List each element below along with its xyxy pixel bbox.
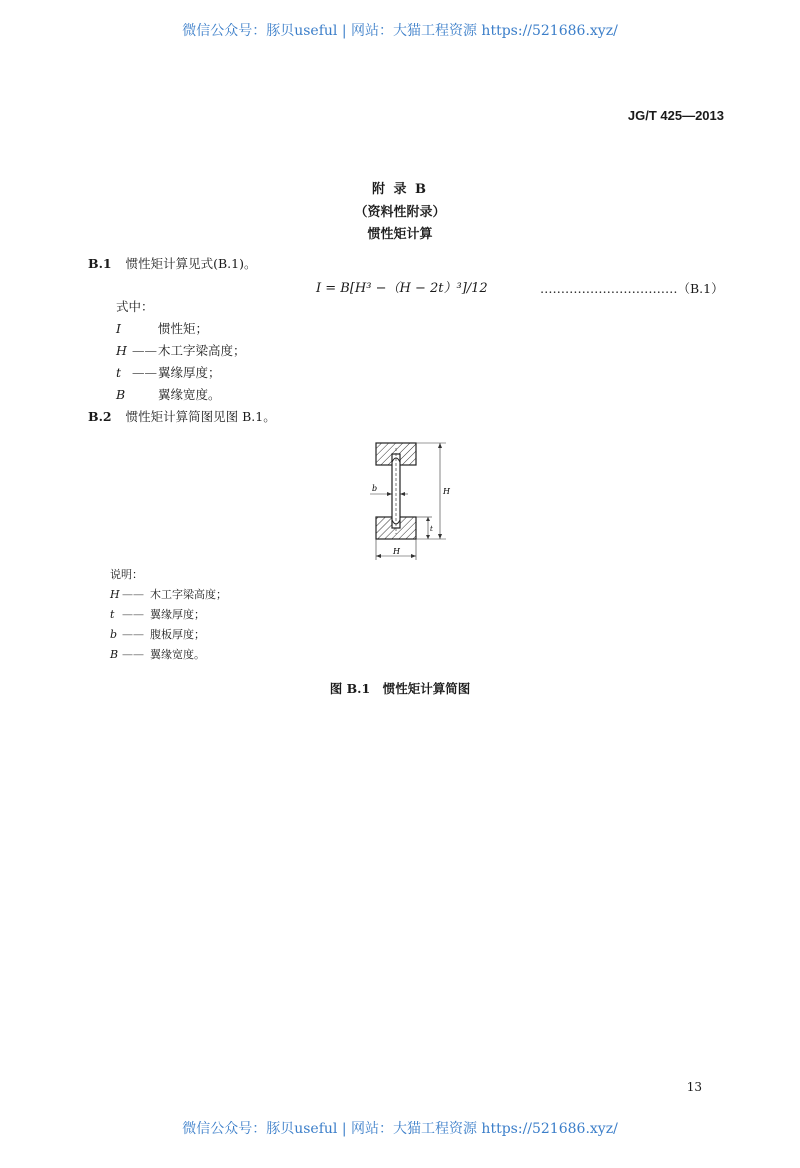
- label-h-bottom: H: [393, 547, 400, 556]
- web: [392, 448, 400, 534]
- definition-row: [116, 385, 221, 403]
- section-b1-text: 惯性矩计算见式(B.1)。: [125, 256, 257, 271]
- figure-caption: 图 B.1 惯性矩计算简图: [329, 681, 471, 696]
- formula-b1: I = B[H³ −（H − 2t）³]/12: [316, 281, 488, 296]
- definition-symbol: H: [116, 343, 127, 358]
- section-b1-number: B.1: [88, 256, 112, 271]
- page-number: 13: [686, 1080, 702, 1094]
- definition-desc: 木工字梁高度；: [158, 343, 246, 358]
- definition-symbol: I: [116, 321, 121, 336]
- formula-b1-ref: ……………………………（B.1）: [540, 281, 724, 296]
- legend-item: [110, 646, 205, 662]
- definition-desc: 翼缘厚度；: [158, 365, 221, 380]
- definition-symbol: t: [116, 365, 122, 380]
- appendix-title: 附 录 B: [371, 182, 429, 197]
- legend-symbol: H: [110, 588, 120, 601]
- definition-row: [116, 341, 246, 359]
- appendix-subtitle: （资料性附录）: [354, 205, 446, 220]
- legend-title: 说明：: [110, 568, 143, 581]
- i-beam-diagram: [360, 436, 460, 566]
- standard-code: JG/T 425—2013: [627, 108, 724, 123]
- definition-desc: 惯性矩；: [158, 321, 209, 336]
- label-b: b: [372, 484, 378, 493]
- section-b1: [88, 254, 256, 272]
- section-b2: [88, 407, 276, 425]
- where-label: 式中：: [116, 299, 154, 314]
- legend-dash: ——: [122, 648, 144, 661]
- section-b2-text: 惯性矩计算简图见图 B.1。: [125, 409, 276, 424]
- legend-symbol: b: [110, 628, 118, 641]
- legend-dash: ——: [122, 628, 144, 641]
- legend-item: [110, 626, 205, 642]
- legend-dash: ——: [122, 588, 144, 601]
- legend-item: [110, 606, 205, 622]
- watermark-bottom: 微信公众号：豚贝useful | 网站：大猫工程资源 https://521686.xyz/: [182, 1121, 618, 1137]
- legend-item: [110, 586, 227, 602]
- legend-desc: 翼缘厚度；: [150, 608, 205, 621]
- legend-desc: 腹板厚度；: [150, 628, 205, 641]
- watermark-top: 微信公众号：豚贝useful | 网站：大猫工程资源 https://521686.xyz/: [182, 23, 618, 39]
- definition-desc: 翼缘宽度。: [158, 387, 221, 402]
- legend-desc: 翼缘宽度。: [150, 648, 205, 661]
- label-t: t: [430, 525, 433, 533]
- legend-dash: ——: [122, 608, 144, 621]
- definition-row: [116, 363, 221, 381]
- legend-symbol: t: [110, 608, 115, 621]
- definition-row: [116, 319, 208, 337]
- section-b2-number: B.2: [88, 409, 112, 424]
- definition-dash: ——: [132, 343, 157, 358]
- definition-symbol: B: [116, 387, 126, 402]
- label-h-vertical: H: [443, 487, 450, 496]
- definition-dash: ——: [132, 365, 157, 380]
- legend-desc: 木工字梁高度；: [150, 588, 227, 601]
- appendix-heading: 惯性矩计算: [367, 227, 433, 242]
- legend-symbol: B: [110, 648, 119, 661]
